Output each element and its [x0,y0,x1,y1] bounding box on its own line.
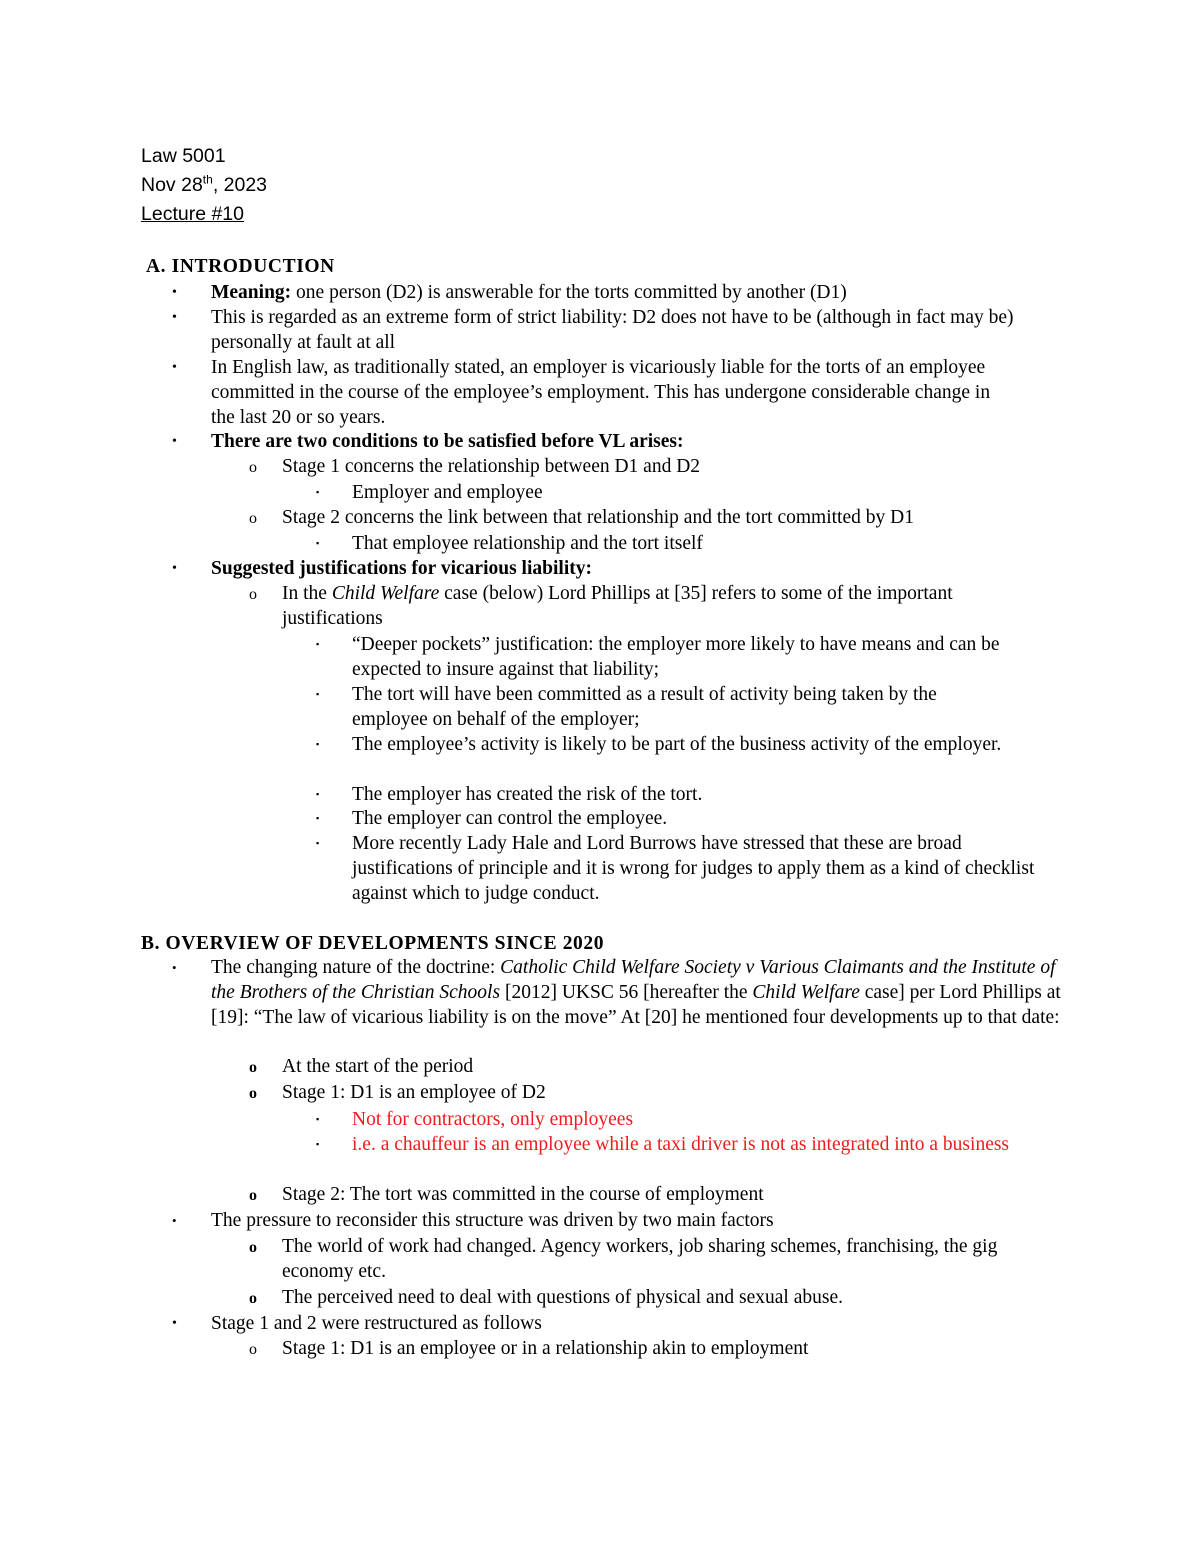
justification-4: The employer has created the risk of the tort. [352,784,703,805]
pressure-item: The pressure to reconsider this structure was driven by two main factors [211,1210,774,1231]
justification-6: More recently Lady Hale and Lord Burrows have stressed that these are broad justifications of principle and it is wrong for judges to apply them as a kind of checklist against which to judge conduct. [352,833,1035,904]
lecture-number: Lecture #10 [141,203,244,225]
circle-marker: o [249,586,257,603]
new-stage1-item: Stage 1: D1 is an employee or in a relationship akin to employment [282,1338,809,1359]
lecture-date: Nov 28th, 2023 [141,172,268,196]
square-marker: ▪ [316,487,320,497]
stage1-sub-item: Employer and employee [352,482,543,503]
stage1-employee-item: Stage 1: D1 is an employee of D2 [282,1082,546,1103]
circle-marker: o [249,1239,257,1256]
circle-marker: o [249,1290,257,1307]
stage2-course-item: Stage 2: The tort was committed in the course of employment [282,1184,764,1205]
bullet-marker: • [172,310,177,325]
contractors-note: Not for contractors, only employees [352,1109,634,1130]
square-marker: ▪ [316,789,320,799]
justification-1: “Deeper pockets” justification: the employer more likely to have means and can be expected to insure against that liability; [352,634,1000,680]
square-marker: ▪ [316,689,320,699]
chauffeur-note: i.e. a chauffeur is an employee while a taxi driver is not as integrated into a business [352,1134,1010,1155]
circle-marker: o [249,1059,257,1076]
stage2-item: Stage 2 concerns the link between that relationship and the tort committed by D1 [282,507,914,528]
justification-2: The tort will have been committed as a result of activity being taken by the employee on behalf of the employer; [352,684,937,730]
bullet-marker: • [172,1316,177,1331]
circle-marker: o [249,1341,257,1358]
justifications-item: Suggested justifications for vicarious liability: [211,558,592,579]
bullet-marker: • [172,960,177,975]
child-welfare-item: In the Child Welfare case (below) Lord Phillips at [35] refers to some of the important justifications [282,583,953,629]
meaning-item: Meaning: one person (D2) is answerable for the torts committed by another (D1) [211,282,847,303]
bullet-marker: • [172,285,177,300]
section-a-heading: A. INTRODUCTION [146,256,335,277]
restructured-item: Stage 1 and 2 were restructured as follows [211,1313,542,1334]
square-marker: ▪ [316,739,320,749]
square-marker: ▪ [316,538,320,548]
square-marker: ▪ [316,838,320,848]
square-marker: ▪ [316,1114,320,1124]
square-marker: ▪ [316,1139,320,1149]
english-law-item: In English law, as traditionally stated, an employer is vicariously liable for the torts of an employee committed in the course of the employee’s employment. This has undergone considerable change in the last 20 or so years. [211,357,991,428]
bullet-marker: • [172,434,177,449]
circle-marker: o [249,1187,257,1204]
bullet-marker: • [172,360,177,375]
world-of-work-item: The world of work had changed. Agency workers, job sharing schemes, franchising, the gig economy etc. [282,1236,998,1282]
square-marker: ▪ [316,639,320,649]
strict-liability-item: This is regarded as an extreme form of strict liability: D2 does not have to be (although in fact may be) personally at fault at all [211,307,1014,353]
square-marker: ▪ [316,813,320,823]
course-code: Law 5001 [141,145,226,167]
circle-marker: o [249,1085,257,1102]
conditions-item: There are two conditions to be satisfied before VL arises: [211,431,684,452]
abuse-item: The perceived need to deal with questions of physical and sexual abuse. [282,1287,843,1308]
section-b-heading: B. OVERVIEW OF DEVELOPMENTS SINCE 2020 [141,933,605,954]
justification-3: The employee’s activity is likely to be part of the business activity of the employer. [352,734,1002,755]
start-period-item: At the start of the period [282,1056,474,1077]
circle-marker: o [249,510,257,527]
bullet-marker: • [172,561,177,576]
stage2-sub-item: That employee relationship and the tort itself [352,533,703,554]
stage1-item: Stage 1 concerns the relationship between D1 and D2 [282,456,701,477]
changing-doctrine-item: The changing nature of the doctrine: Catholic Child Welfare Society v Various Claimants and the Institute of the Brothers of the Christian Schools [2012] UKSC 56 [hereafter the Child Welfare case] per Lord Phillips at [19]: “The law of vicarious liability is on the move” At [20] he mentioned four developments up to that date: [211,957,1061,1028]
bullet-marker: • [172,1213,177,1228]
justification-5: The employer can control the employee. [352,808,668,829]
circle-marker: o [249,459,257,476]
